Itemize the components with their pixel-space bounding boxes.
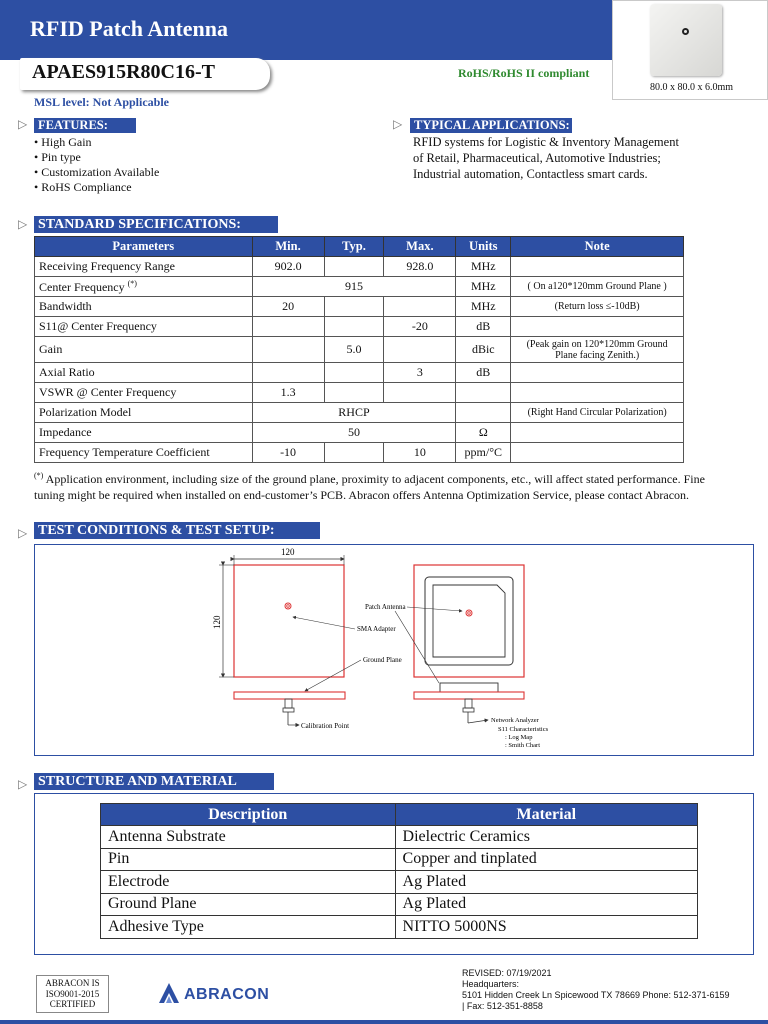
description-cell: Electrode (101, 871, 396, 894)
param-cell: Bandwidth (35, 297, 253, 317)
spec-footnote (34, 468, 734, 503)
hq-address: 5101 Hidden Creek Ln Spicewood TX 78669 Phone: 512-371-6159 (462, 990, 730, 1000)
page-title: RFID Patch Antenna (30, 16, 229, 41)
list-item: • RoHS Compliance (34, 180, 132, 194)
applications-text (413, 134, 679, 182)
param-cell: Polarization Model (35, 403, 253, 423)
note-cell (511, 423, 684, 443)
ground-plane-square-right (414, 565, 524, 677)
note-cell: (Right Hand Circular Polarization) (511, 403, 684, 423)
test-heading: TEST CONDITIONS & TEST SETUP: (34, 522, 320, 539)
typ-cell: 915 (252, 277, 456, 297)
col-material: Material (395, 804, 697, 826)
antenna-pin-icon-left-inner (287, 605, 290, 608)
units-cell: dB (456, 317, 511, 337)
list-item: • Customization Available (34, 165, 160, 179)
max-cell: 928.0 (384, 257, 456, 277)
typ-cell (324, 297, 384, 317)
leader-line (468, 720, 488, 723)
units-cell (456, 383, 511, 403)
table-row (35, 363, 684, 383)
units-cell: MHz (456, 297, 511, 317)
param-cell: Frequency Temperature Coefficient (35, 443, 253, 463)
units-cell: ppm/°C (456, 443, 511, 463)
typ-cell: 5.0 (324, 337, 384, 363)
cert-line: ISO9001-2015 (45, 988, 100, 999)
cert-line: CERTIFIED (49, 999, 96, 1009)
sma-adapter-label: SMA Adapter (357, 625, 396, 633)
max-cell: 10 (384, 443, 456, 463)
applications-line: of Retail, Pharmaceutical, Automotive Industries; (413, 151, 661, 165)
col-units: Units (456, 237, 511, 257)
leader-line (395, 611, 439, 683)
material-cell: Ag Plated (395, 893, 697, 916)
col-parameters: Parameters (35, 237, 253, 257)
table-row (35, 317, 684, 337)
units-cell: MHz (456, 277, 511, 297)
ground-plane-side-right (414, 692, 524, 699)
product-dimensions: 80.0 x 80.0 x 6.0mm (650, 82, 734, 93)
revised-date: REVISED: 07/19/2021 (462, 968, 552, 978)
table-row (35, 423, 684, 443)
param-cell: Impedance (35, 423, 253, 443)
applications-arrow-icon: ▷ (393, 117, 403, 131)
product-photo (650, 4, 722, 76)
typ-cell: 50 (252, 423, 456, 443)
typ-cell: RHCP (252, 403, 456, 423)
description-cell: Antenna Substrate (101, 826, 396, 849)
patch-antenna-outline (425, 577, 513, 665)
table-row (35, 257, 684, 277)
max-cell (384, 383, 456, 403)
col-note: Note (511, 237, 684, 257)
patch-antenna-element (433, 585, 505, 657)
list-item: • High Gain (34, 135, 92, 149)
description-cell: Adhesive Type (101, 916, 396, 939)
units-cell: MHz (456, 257, 511, 277)
col-max: Max. (384, 237, 456, 257)
note-cell (511, 443, 684, 463)
units-cell: Ω (456, 423, 511, 443)
table-row (35, 337, 684, 363)
structure-arrow-icon: ▷ (18, 777, 28, 791)
test-setup-svg (35, 545, 753, 755)
patch-antenna-label: Patch Antenna (365, 603, 406, 611)
min-cell (252, 363, 324, 383)
antenna-pin-icon-right (466, 610, 472, 616)
features-heading: FEATURES: (34, 118, 136, 133)
note-cell: (Return loss ≤-10dB) (511, 297, 684, 317)
structure-heading: STRUCTURE AND MATERIAL (34, 773, 274, 790)
table-row (101, 916, 698, 939)
param-cell: Gain (35, 337, 253, 363)
min-cell: 1.3 (252, 383, 324, 403)
material-table (100, 803, 698, 939)
table-row (35, 403, 684, 423)
max-cell: -20 (384, 317, 456, 337)
table-row (35, 383, 684, 403)
note-cell (511, 383, 684, 403)
material-cell: Copper and tinplated (395, 848, 697, 871)
table-row (101, 893, 698, 916)
min-cell: 20 (252, 297, 324, 317)
material-cell: Ag Plated (395, 871, 697, 894)
iso-certification-badge (36, 975, 109, 1013)
table-row (35, 277, 684, 297)
col-min: Min. (252, 237, 324, 257)
features-arrow-icon: ▷ (18, 117, 28, 131)
applications-line: RFID systems for Logistic & Inventory Management (413, 135, 679, 149)
table-row (101, 871, 698, 894)
part-number: APAES915R80C16-T (32, 61, 215, 83)
ground-plane-label: Ground Plane (363, 656, 402, 664)
material-cell: Dielectric Ceramics (395, 826, 697, 849)
footnote-mark: (*) (127, 278, 137, 288)
min-cell: 902.0 (252, 257, 324, 277)
s11-label: S11 Characteristics (498, 726, 549, 733)
footnote-text: Application environment, including size of the ground plane, proximity to adjacent components, etc., will affect stated performance. Fine tuning might be required when installed on end-customer’s PCB. Abracon offers Antenna Optimization Service, please contact Abracon. (34, 472, 705, 502)
specs-arrow-icon: ▷ (18, 217, 28, 231)
max-cell (384, 337, 456, 363)
list-item: • Pin type (34, 150, 81, 164)
units-cell (456, 403, 511, 423)
footnote-mark: (*) (34, 471, 44, 480)
units-cell: dB (456, 363, 511, 383)
table-row (101, 826, 698, 849)
abracon-logo-icon (158, 982, 180, 1004)
sma-connector-left-nut (283, 708, 294, 712)
max-cell (384, 297, 456, 317)
note-cell (511, 317, 684, 337)
network-analyzer-label: Network Analyzer (491, 717, 539, 724)
sma-connector-right-nut (463, 708, 474, 712)
note-cell (511, 363, 684, 383)
col-typ: Typ. (324, 237, 384, 257)
description-cell: Pin (101, 848, 396, 871)
typ-cell (324, 363, 384, 383)
test-setup-diagram (34, 544, 754, 756)
leader-line (305, 660, 361, 691)
max-cell: 3 (384, 363, 456, 383)
hq-label: Headquarters: (462, 979, 520, 989)
param-cell: VSWR @ Center Frequency (35, 383, 253, 403)
specs-heading: STANDARD SPECIFICATIONS: (34, 216, 278, 233)
calibration-point-label: Calibration Point (301, 722, 350, 730)
spec-header-row (35, 237, 684, 257)
param-cell (35, 277, 253, 297)
brand-name: ABRACON (184, 986, 270, 1003)
table-row (35, 443, 684, 463)
min-cell (252, 337, 324, 363)
height-dimension-label: 120 (212, 615, 222, 629)
note-cell (511, 257, 684, 277)
param-cell: Axial Ratio (35, 363, 253, 383)
param-cell: Receiving Frequency Range (35, 257, 253, 277)
table-row (35, 297, 684, 317)
footer-contact (462, 968, 730, 1012)
test-arrow-icon: ▷ (18, 526, 28, 540)
cert-line: ABRACON IS (45, 978, 100, 988)
ground-plane-side-left (234, 692, 345, 699)
features-list (34, 135, 159, 195)
ground-plane-square-left (234, 565, 344, 677)
applications-line: Industrial automation, Contactless smart cards. (413, 167, 648, 181)
param-text: Center Frequency (39, 279, 125, 294)
param-cell: S11@ Center Frequency (35, 317, 253, 337)
leader-line (407, 607, 462, 611)
hq-fax: | Fax: 512-351-8858 (462, 1001, 543, 1011)
applications-heading: TYPICAL APPLICATIONS: (410, 118, 572, 133)
rohs-compliance: RoHS/RoHS II compliant (458, 66, 590, 80)
min-cell (252, 317, 324, 337)
typ-cell (324, 383, 384, 403)
typ-cell (324, 257, 384, 277)
min-cell: -10 (252, 443, 324, 463)
note-cell: (Peak gain on 120*120mm Ground Plane facing Zenith.) (511, 337, 684, 363)
footer-bar (0, 1020, 768, 1024)
pin-dot-icon (682, 28, 689, 35)
table-row (101, 848, 698, 871)
units-cell: dBic (456, 337, 511, 363)
smith-chart-label: : Smith Chart (505, 742, 541, 749)
spec-table (34, 236, 684, 463)
leader-line (293, 617, 355, 629)
width-dimension-label: 120 (281, 547, 295, 557)
col-description: Description (101, 804, 396, 826)
part-number-badge (20, 58, 270, 90)
description-cell: Ground Plane (101, 893, 396, 916)
material-header-row (101, 804, 698, 826)
sma-connector-left (285, 699, 292, 708)
antenna-pin-icon-left (285, 603, 291, 609)
sma-connector-right (465, 699, 472, 708)
material-cell: NITTO 5000NS (395, 916, 697, 939)
msl-level: MSL level: Not Applicable (34, 95, 169, 109)
typ-cell (324, 317, 384, 337)
log-map-label: : Log Map (505, 734, 533, 741)
patch-antenna-side (440, 683, 498, 692)
antenna-pin-icon-right-inner (468, 612, 471, 615)
note-cell: ( On a120*120mm Ground Plane ) (511, 277, 684, 297)
typ-cell (324, 443, 384, 463)
